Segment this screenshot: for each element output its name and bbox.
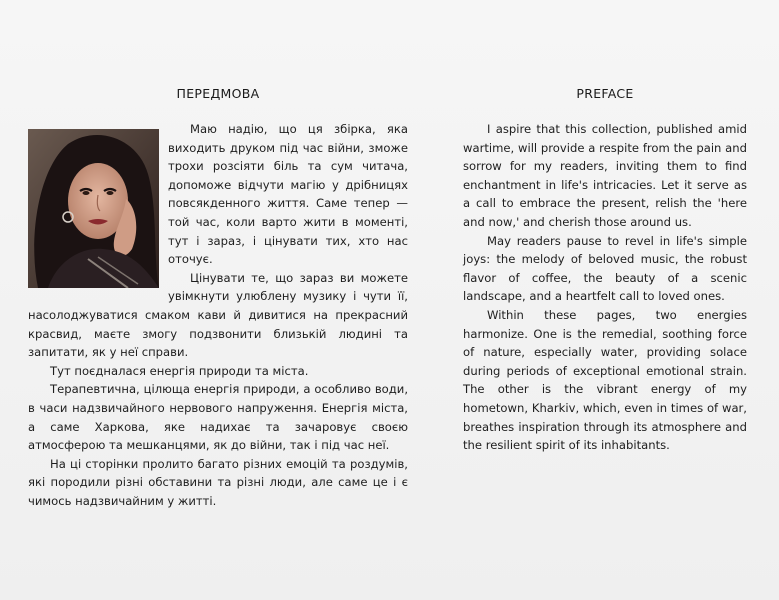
preface-text-en: [463, 120, 747, 455]
paragraph: May readers pause to revel in life's simple joys: the melody of beloved music, the robust flavor of coffee, the beauty of a scenic landscape, and a heartfelt call to loved ones.: [463, 233, 747, 304]
photo-spacer: [28, 120, 168, 290]
paragraph: Within these pages, two energies harmonize. One is the remedial, soothing force of nature, especially water, providing solace during periods of exceptional emotional strain. The other is the vibrant energy of my hometown, Kharkiv, which, even in times of war, breathes inspiration through its atmosphere and the resilient spirit of its inhabitants.: [463, 307, 747, 453]
page-title: ПЕРЕДМОВА: [176, 86, 260, 101]
paragraph: Маю надію, що ця збірка, яка виходить друком під час війни, зможе трохи розсіяти біль та сум читача, допоможе відчути магію у дрібницях повсякденного життя. Саме тепер — той час, коли варто жити в моменті, тут і зараз, і цінувати тих, хто нас оточує.: [168, 122, 408, 267]
page-title: PREFACE: [576, 86, 634, 101]
paragraph: Тут поєдналася енергія природи та міста.: [50, 363, 309, 378]
paragraph: I aspire that this collection, published amid wartime, will provide a respite from the pain and sorrow for my readers, inviting them to find enchantment in life's intricacies. Let it serve as a call to embrace the present, relish the 'here and now,' and cherish those around us.: [463, 122, 747, 229]
paragraph: Цінувати те, що зараз ви можете увімкнути улюблену музику і чути її, насолоджуватися смаком кави й дивитися на прекрасний красвид, маєте змогу подзвонити близькій людині та запитати, як у неї справи.: [28, 270, 408, 360]
paragraph: На ці сторінки пролито багато різних емоцій та роздумів, які породили різні обставини та різні люди, але саме це і є чимось надзвичайним у житті.: [28, 456, 408, 508]
paragraph: Терапевтична, цілюща енергія природи, а особливо води, в часи надзвичайного нервового напруження. Енергія міста, а саме Харкова, яке надихає та зачаровує своєю атмосферою та мешканцями, як до війни, так і під час неї.: [28, 382, 408, 453]
preface-text-uk: [28, 120, 408, 510]
